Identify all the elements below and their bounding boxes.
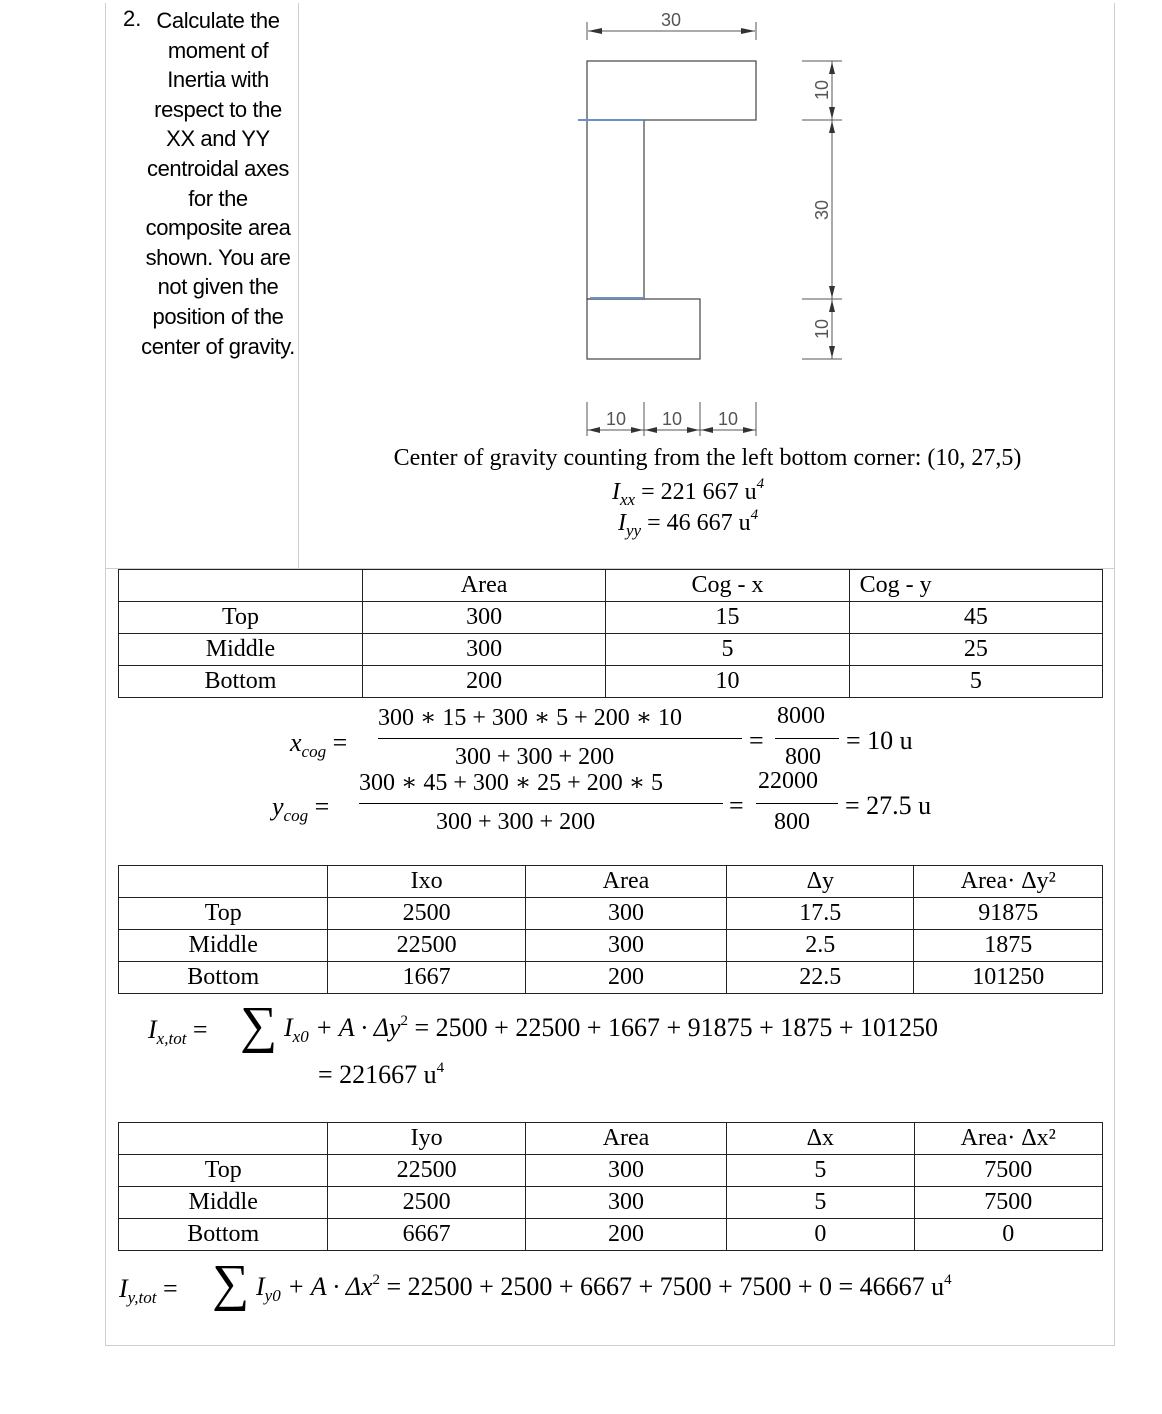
table-cell: Top: [119, 602, 363, 634]
dim-label-bottom-1: 10: [605, 409, 627, 429]
xcog-denominator: 300 + 300 + 200: [455, 744, 615, 770]
table-header-cell: Area: [525, 866, 726, 898]
table-cell: 5: [727, 1155, 914, 1187]
table-header-cell: Δx: [727, 1123, 914, 1155]
table-cell: 1875: [914, 930, 1103, 962]
fraction-bar: [775, 738, 839, 739]
table-cell: 300: [362, 634, 605, 666]
iy-total-lhs: $I_{y,tot}$ =: [119, 1274, 178, 1307]
ix-total-lhs: $I_{x,tot}$ =: [148, 1015, 208, 1048]
table-cell: 2.5: [727, 930, 914, 962]
arrow-head: [588, 28, 602, 34]
table-cell: 15: [606, 602, 849, 634]
table-row: [119, 602, 1103, 634]
table-cell: 5: [606, 634, 849, 666]
table-cell: 300: [525, 930, 726, 962]
table-cell: 2500: [328, 898, 525, 930]
table-cell: Middle: [119, 634, 363, 666]
arrow-head: [741, 28, 755, 34]
arrow-head: [829, 346, 835, 358]
table-header-cell: Area· Δy²: [914, 866, 1103, 898]
table-cell: 17.5: [727, 898, 914, 930]
ix-total-result: = 221667 $u^4$: [318, 1060, 445, 1089]
fraction-bar: [756, 803, 838, 804]
table-row: [119, 1187, 1103, 1219]
arrow-head: [645, 427, 657, 433]
table-cell: 300: [362, 602, 605, 634]
sigma-symbol: ∑: [212, 1255, 250, 1312]
table-cell: 7500: [914, 1155, 1102, 1187]
fraction-bar: [359, 803, 723, 804]
fraction-bar: [378, 738, 742, 739]
table-cell: 5: [727, 1187, 914, 1219]
composite-shape-figure: [560, 0, 860, 445]
ycog-numerator-2: 22000: [758, 768, 818, 794]
ycog-result: = 27.5 u: [845, 791, 932, 820]
table-cell: 22.5: [727, 962, 914, 994]
table-header-cell: Area· Δx²: [914, 1123, 1102, 1155]
table-cell: Middle: [119, 930, 328, 962]
table-cell: 200: [525, 962, 726, 994]
problem-text: Calculate the moment of Inertia with respect to the XX and YY centroidal axes for the composite area shown. You are not given the position of the center of gravity.: [141, 8, 295, 359]
iy-table: [118, 1122, 1103, 1251]
dim-label-bottom-3: 10: [717, 409, 739, 429]
table-cell: 2500: [328, 1187, 525, 1219]
bottom-flange: [587, 299, 700, 359]
arrow-head: [743, 427, 755, 433]
arrow-head: [829, 286, 835, 298]
table-row: [119, 666, 1103, 698]
table-header-cell: Area: [362, 570, 605, 602]
table-cell: 200: [362, 666, 605, 698]
arrow-head: [687, 427, 699, 433]
table-header-row: [119, 570, 1103, 602]
arrow-head: [829, 300, 835, 312]
arrow-head: [829, 62, 835, 74]
dim-label-right-top: 10: [812, 79, 832, 101]
table-cell: Top: [119, 1155, 328, 1187]
table-row: [119, 1155, 1103, 1187]
cog-table: [118, 569, 1103, 698]
table-header-cell: [119, 866, 328, 898]
table-cell: 101250: [914, 962, 1103, 994]
table-cell: 45: [849, 602, 1102, 634]
xcog-numerator-2: 8000: [777, 703, 825, 729]
table-header-cell: Area: [525, 1123, 726, 1155]
table-header-cell: Cog - y: [849, 570, 1102, 602]
table-cell: 0: [914, 1219, 1102, 1251]
xcog-denominator-2: 800: [785, 744, 821, 770]
table-cell: 6667: [328, 1219, 525, 1251]
arrow-head: [588, 427, 600, 433]
table-cell: 200: [525, 1219, 726, 1251]
table-header-cell: Ixo: [328, 866, 525, 898]
ixx-result: $I_{xx} = 221$ 667 $u^4$: [612, 476, 765, 509]
iyy-result: $I_{yy} = 46$ 667 $u^4$: [618, 507, 759, 540]
table-cell: 25: [849, 634, 1102, 666]
dim-label-bottom-2: 10: [661, 409, 683, 429]
table-row: [119, 930, 1103, 962]
table-header-cell: Cog - x: [606, 570, 849, 602]
table-cell: 5: [849, 666, 1102, 698]
ycog-denominator-2: 800: [774, 809, 810, 835]
table-cell: 22500: [328, 930, 525, 962]
cog-statement: Center of gravity counting from the left bottom corner: (10, 27,5): [393, 445, 1022, 471]
table-header-cell: Iyo: [328, 1123, 525, 1155]
equals-sign: =: [729, 791, 744, 820]
table-header-row: [119, 866, 1103, 898]
ix-total-sum: $I_{x0} + A \cdot \Delta y^2 = 2500 + 22500 + 1667 + 91875 + 1875 + 101250$: [284, 1013, 938, 1046]
ix-table: [118, 865, 1103, 994]
table-cell: Top: [119, 898, 328, 930]
table-cell: 300: [525, 1155, 726, 1187]
table-cell: Bottom: [119, 1219, 328, 1251]
table-cell: 22500: [328, 1155, 525, 1187]
table-header-cell: [119, 570, 363, 602]
table-row: [119, 1219, 1103, 1251]
table-cell: 91875: [914, 898, 1103, 930]
xcog-numerator: 300 ∗ 15 + 300 ∗ 5 + 200 ∗ 10: [378, 705, 683, 731]
equals-sign: =: [749, 726, 764, 755]
table-row: [119, 898, 1103, 930]
table-cell: 7500: [914, 1187, 1102, 1219]
table-cell: Bottom: [119, 962, 328, 994]
table-cell: 1667: [328, 962, 525, 994]
table-cell: 300: [525, 1187, 726, 1219]
table-row: [119, 634, 1103, 666]
ycog-numerator: 300 ∗ 45 + 300 ∗ 25 + 200 ∗ 5: [359, 770, 664, 796]
table-cell: 10: [606, 666, 849, 698]
arrow-head: [829, 107, 835, 119]
arrow-head: [829, 121, 835, 133]
xcog-result: = 10 u: [846, 726, 913, 755]
arrow-head: [631, 427, 643, 433]
table-cell: Bottom: [119, 666, 363, 698]
sigma-symbol: ∑: [240, 997, 278, 1054]
table-header-row: [119, 1123, 1103, 1155]
dim-label-right-bottom: 10: [812, 318, 832, 340]
xcog-lhs: $x_{cog}$ =: [290, 728, 348, 761]
dim-label-right-middle: 30: [812, 199, 832, 221]
table-cell: 300: [525, 898, 726, 930]
arrow-head: [701, 427, 713, 433]
table-cell: Middle: [119, 1187, 328, 1219]
table-header-cell: Δy: [727, 866, 914, 898]
ycog-denominator: 300 + 300 + 200: [436, 809, 596, 835]
problem-number: 2.: [123, 6, 142, 31]
web: [587, 120, 644, 299]
table-cell: 0: [727, 1219, 914, 1251]
table-header-cell: [119, 1123, 328, 1155]
dim-label-top: 30: [660, 10, 682, 30]
iy-total-sum: $I_{y0} + A \cdot \Delta x^2 = 22500 + 2500 + 6667 + 7500 + 7500 + 0 = 46667$ $u^4$: [256, 1272, 952, 1305]
ycog-lhs: $y_{cog}$ =: [272, 792, 330, 825]
table-row: [119, 962, 1103, 994]
top-flange: [587, 61, 756, 120]
